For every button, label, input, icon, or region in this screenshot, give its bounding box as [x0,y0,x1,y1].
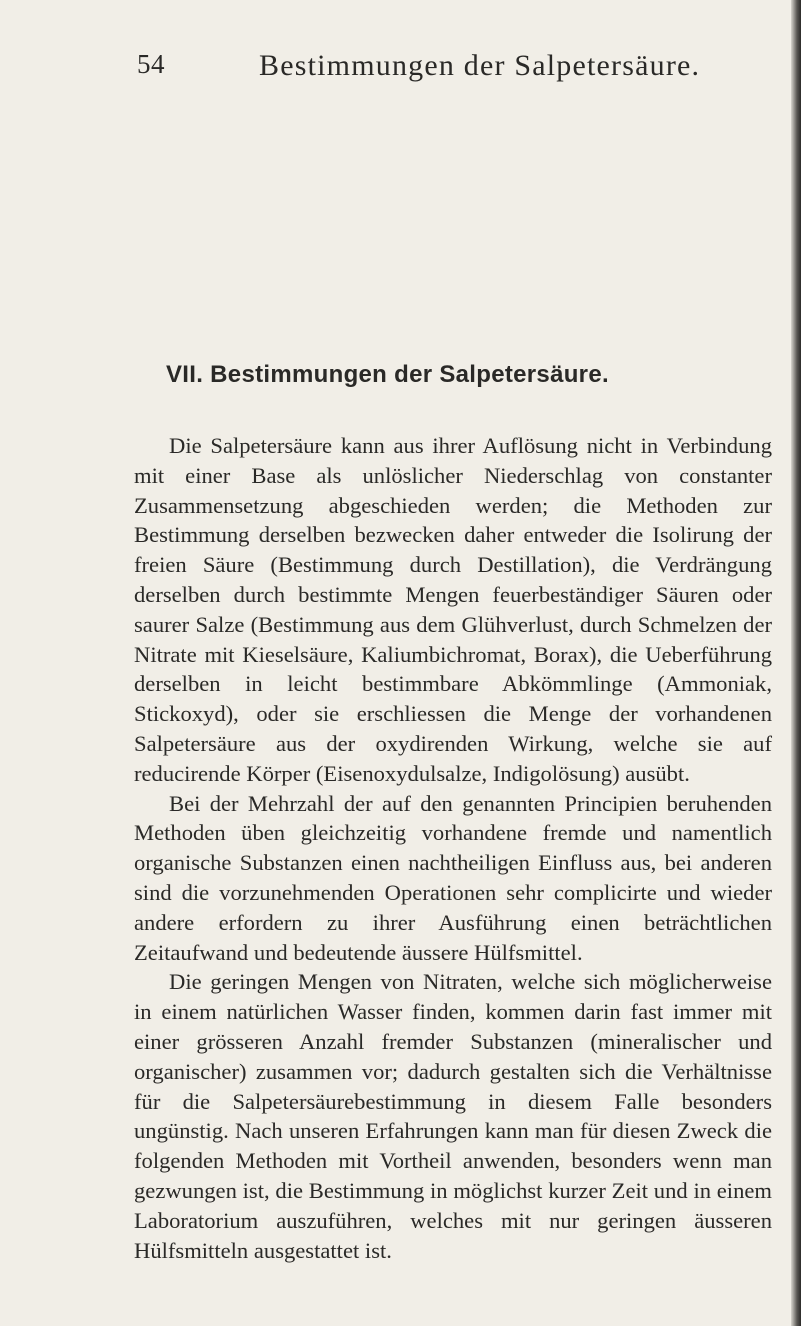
paragraph-1: Die Salpetersäure kann aus ihrer Auflösung nicht in Verbindung mit einer Base als unlöslicher Niederschlag von constanter Zusammensetzung abgeschieden werden; die Methoden zur Bestimmung derselben bezwecken daher entweder die Isolirung der freien Säure (Bestimmung durch Destillation), die Verdrängung derselben durch bestimmte Mengen feuerbeständiger Säuren oder saurer Salze (Bestimmung aus dem Glühverlust, durch Schmelzen der Nitrate mit Kieselsäure, Kaliumbichromat, Borax), die Ueberführung derselben in leicht bestimmbare Abkömmlinge (Ammoniak, Stickoxyd), oder sie erschliessen die Menge der vorhandenen Salpetersäure aus der oxydirenden Wirkung, welche sie auf reducirende Körper (Eisenoxydulsalze, Indigolösung) ausübt. [134,433,772,786]
running-title: Bestimmungen der Salpetersäure. [259,49,701,82]
chapter-title: VII. Bestimmungen der Salpetersäure. [166,361,609,388]
paragraph-2: Bei der Mehrzahl der auf den genannten Principien beruhenden Methoden üben gleichzeitig vorhandene fremde und namentlich organische Substanzen einen nachtheiligen Einfluss aus, bei anderen sind die vorzunehmenden Operationen sehr complicirte und wieder andere erfordern zu ihrer Ausführung einen beträchtlichen Zeitaufwand und bedeutende äussere Hülfsmittel. [134,790,772,965]
page-edge-shadow [791,0,801,1326]
page-number: 54 [137,49,165,79]
body-text [134,431,772,1265]
paragraph-3: Die geringen Mengen von Nitraten, welche sich möglicherweise in einem natürlichen Wasser finden, kommen darin fast immer mit einer grösseren Anzahl fremder Substanzen (mineralischer und organischer) zusammen vor; dadurch gestalten sich die Verhältnisse für die Salpetersäurebestimmung in diesem Falle besonders ungünstig. Nach unseren Erfahrungen kann man für diesen Zweck die folgenden Methoden mit Vortheil anwenden, besonders wenn man gezwungen ist, die Bestimmung in möglichst kurzer Zeit und in einem Laboratorium auszuführen, welches mit nur geringen äusseren Hülfsmitteln ausgestattet ist. [134,969,772,1263]
